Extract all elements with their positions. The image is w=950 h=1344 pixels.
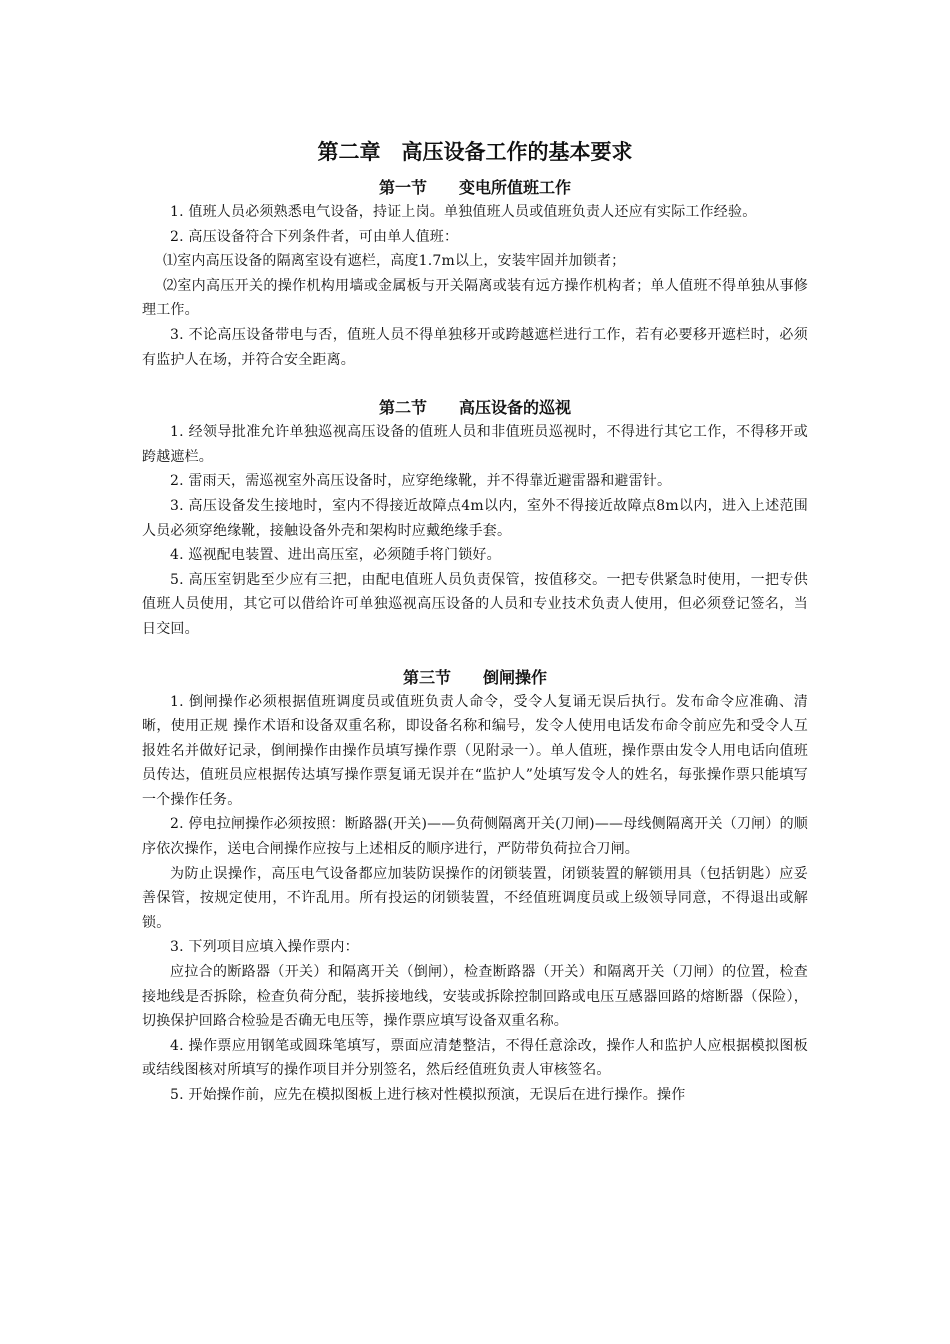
section-title: 第二节 高压设备的巡视 [378, 398, 571, 418]
paragraph: 1. 倒闸操作必须根据值班调度员或值班负责人命令，受令人复诵无误后执行。发布命令应准确、清晰，使用正规 操作术语和设备双重名称，即设备名称和编号，发令人使用电话发布命令前应先和受令人互报姓名并做好记录，倒闸操作由操作员填写操作票（见附录一）。单人值班，操作票由发令人用电话向值班员传达，值班员应根据传达填写操作票复诵无误并在“监护人”处填写发令人的姓名，每张操作票只能填写一个操作任务。 [142, 693, 808, 808]
paragraph: 1. 值班人员必须熟悉电气设备，持证上岗。单独值班人员或值班负责人还应有实际工作经验。 [170, 204, 757, 220]
section-2 [142, 396, 808, 641]
paragraph: ⑵室内高压开关的操作机构用墙或金属板与开关隔离或装有远方操作机构者；单人值班不得单独从事修理工作。 [142, 277, 808, 319]
section-spacer [142, 372, 808, 396]
paragraph: 5. 高压室钥匙至少应有三把，由配电值班人员负责保管，按值移交。一把专供紧急时使用，一把专供值班人员使用，其它可以借给许可单独巡视高压设备的人员和专业技术负责人使用，但必须登记签名，当日交回。 [142, 571, 808, 637]
paragraph: 为防止误操作，高压电气设备都应加装防误操作的闭锁装置，闭锁装置的解锁用具（包括钥匙）应妥善保管，按规定使用，不许乱用。所有投运的闭锁装置，不经值班调度员或上级领导同意，不得退出或解锁。 [142, 865, 808, 931]
paragraph: 2. 雷雨天，需巡视室外高压设备时，应穿绝缘靴，并不得靠近避雷器和避雷针。 [170, 473, 672, 490]
chapter-title: 第二章 高压设备工作的基本要求 [317, 140, 633, 164]
paragraph: ⑴室内高压设备的隔离室设有遮栏，高度1.7m以上，安装牢固并加锁者； [163, 253, 626, 270]
section-3 [142, 666, 808, 1108]
paragraph: 3. 高压设备发生接地时，室内不得接近故障点4m以内，室外不得接近故障点8m以内，进入上述范围人员必须穿绝缘靴，接触设备外壳和架构时应戴绝缘手套。 [142, 497, 808, 539]
section-spacer [142, 642, 808, 666]
paragraph: 3. 不论高压设备带电与否，值班人员不得单独移开或跨越遮栏进行工作，若有必要移开遮栏时，必须有监护人在场，并符合安全距离。 [142, 326, 808, 368]
section-title: 第一节 变电所值班工作 [378, 178, 571, 197]
paragraph: 4. 巡视配电装置、进出高压室，必须随手将门锁好。 [170, 547, 501, 564]
paragraph: 1. 经领导批准允许单独巡视高压设备的值班人员和非值班员巡视时，不得进行其它工作，不得移开或跨越遮栏。 [142, 424, 808, 465]
document-page [142, 136, 808, 1108]
section-title: 第三节 倒闸操作 [402, 667, 547, 687]
paragraph: 5. 开始操作前，应先在模拟图板上进行核对性模拟预演，无误后在进行操作。操作 [170, 1087, 686, 1103]
paragraph: 2. 高压设备符合下列条件者，可由单人值班： [170, 228, 459, 245]
section-1 [142, 176, 808, 372]
paragraph: 3. 下列项目应填入操作票内： [170, 939, 359, 956]
paragraph: 4. 操作票应用钢笔或圆珠笔填写，票面应清楚整洁，不得任意涂改，操作人和监护人应根据模拟图板或结线图核对所填写的操作项目并分别签名，然后经值班负责人审核签名。 [142, 1037, 808, 1079]
paragraph: 2. 停电拉闸操作必须按照：断路器(开关)——负荷侧隔离开关(刀闸)——母线侧隔离开关（刀闸）的顺序依次操作，送电合闸操作应按与上述相反的顺序进行，严防带负荷拉合刀闸。 [142, 816, 808, 858]
paragraph: 应拉合的断路器（开关）和隔离开关（倒闸），检查断路器（开关）和隔离开关（刀闸）的位置，检查接地线是否拆除，检查负荷分配，装拆接地线，安装或拆除控制回路或电压互感器回路的熔断器（保险），切换保护回路合检验是否确无电压等，操作票应填写设备双重名称。 [142, 964, 808, 1030]
